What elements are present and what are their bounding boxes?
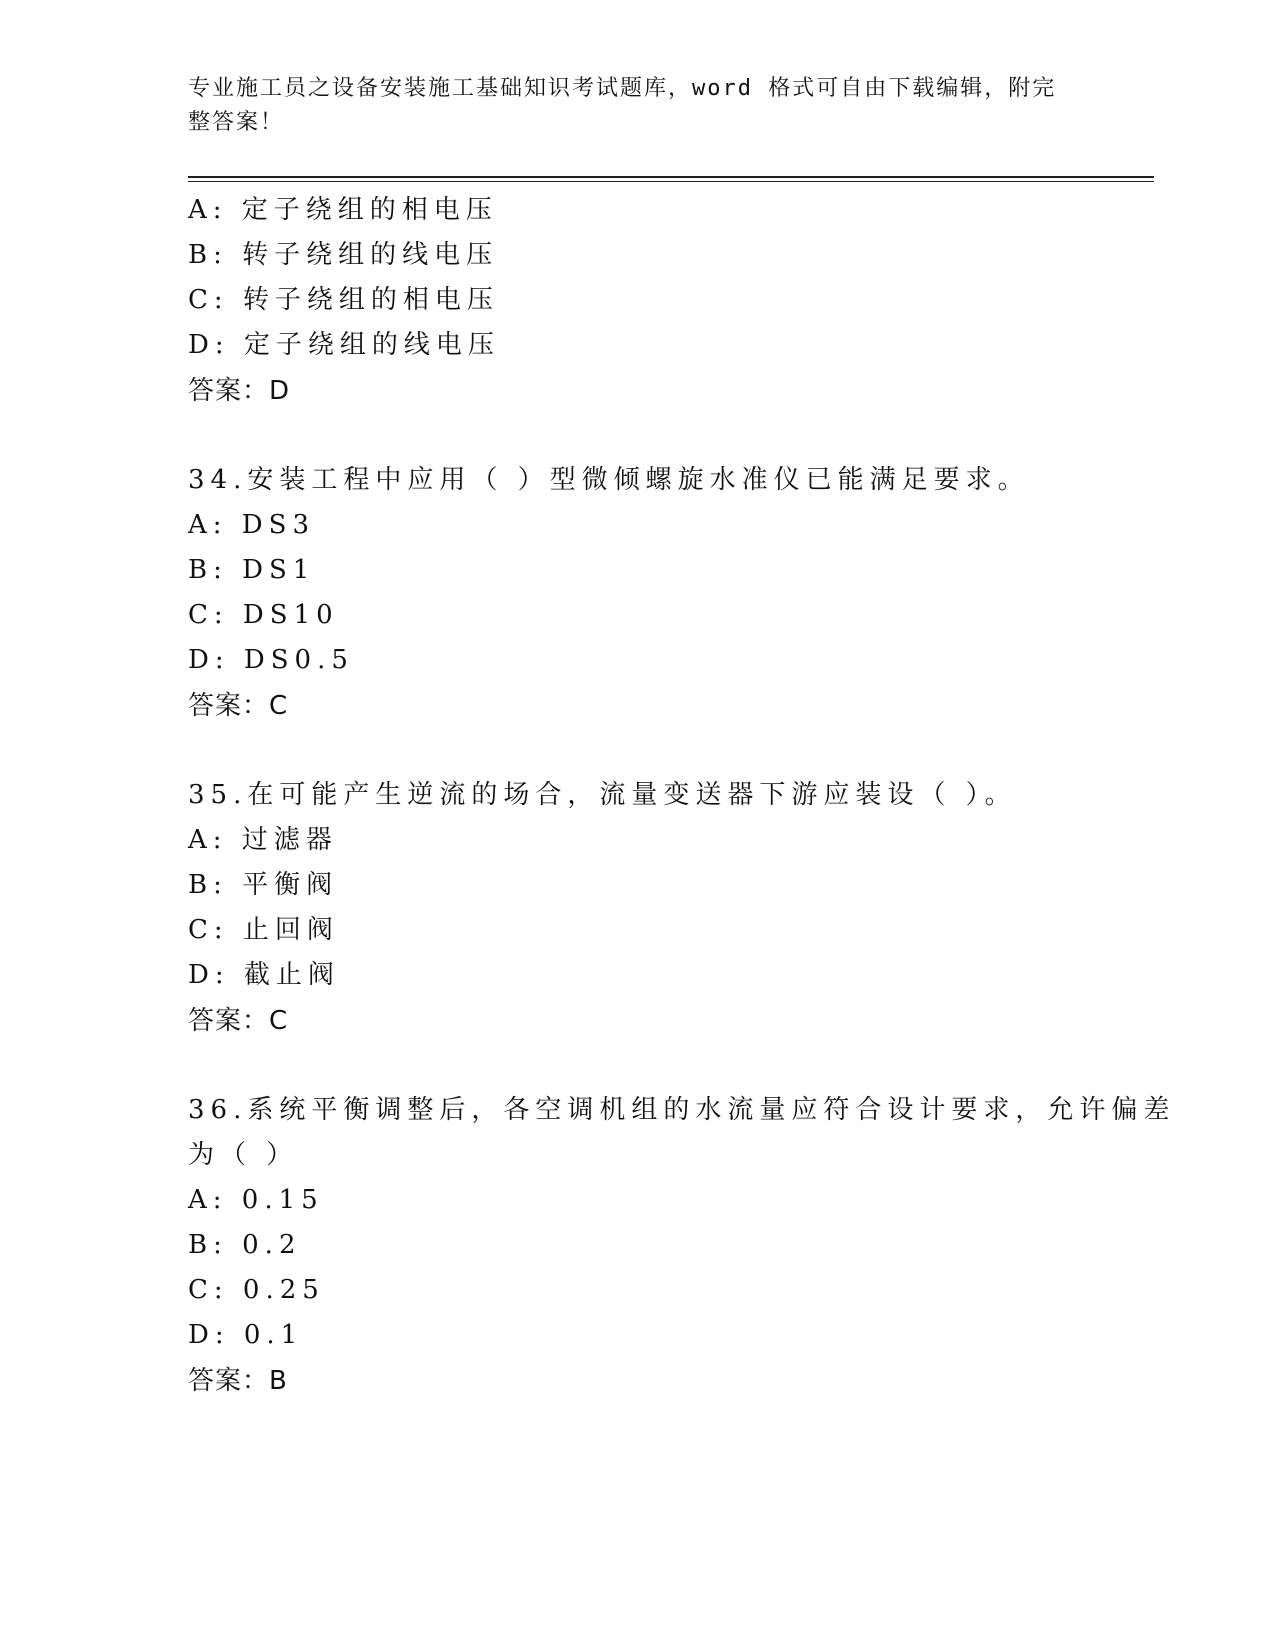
option-c: C: 0.25 <box>188 1275 325 1305</box>
option-a: A: 过滤器 <box>188 825 338 855</box>
answer: 答案：B <box>188 1366 288 1396</box>
answer: 答案：D <box>188 376 291 406</box>
header-divider <box>188 176 1154 178</box>
question-36-continuation: 为（ ） <box>188 1140 299 1170</box>
option-a: A: 0.15 <box>188 1185 324 1215</box>
question-34: 34.安装工程中应用（ ）型微倾螺旋水准仪已能满足要求。 <box>188 465 1030 495</box>
option-d: D: DS0.5 <box>188 645 354 675</box>
answer: 答案：C <box>188 1006 289 1036</box>
option-d: D: 0.1 <box>188 1320 304 1350</box>
option-b: B: DS1 <box>188 555 316 585</box>
option-d: D: 定子绕组的线电压 <box>188 330 500 360</box>
option-c: C: 转子绕组的相电压 <box>188 285 499 315</box>
question-35: 35.在可能产生逆流的场合，流量变送器下游应装设（ ）。 <box>188 780 1017 810</box>
header-divider-thin <box>188 181 1154 182</box>
option-b: B: 0.2 <box>188 1230 302 1260</box>
option-a: A: DS3 <box>188 510 315 540</box>
question-36: 36.系统平衡调整后，各空调机组的水流量应符合设计要求，允许偏差 <box>188 1095 1176 1125</box>
option-c: C: DS10 <box>188 600 339 630</box>
document-header: 专业施工员之设备安装施工基础知识考试题库，word 格式可自由下载编辑，附完整答案！ <box>188 76 1057 135</box>
option-d: D: 截止阀 <box>188 960 340 990</box>
option-b: B: 平衡阀 <box>188 870 339 900</box>
answer: 答案：C <box>188 691 289 721</box>
option-b: B: 转子绕组的线电压 <box>188 240 499 270</box>
option-c: C: 止回阀 <box>188 915 339 945</box>
option-a: A: 定子绕组的相电压 <box>188 195 498 225</box>
